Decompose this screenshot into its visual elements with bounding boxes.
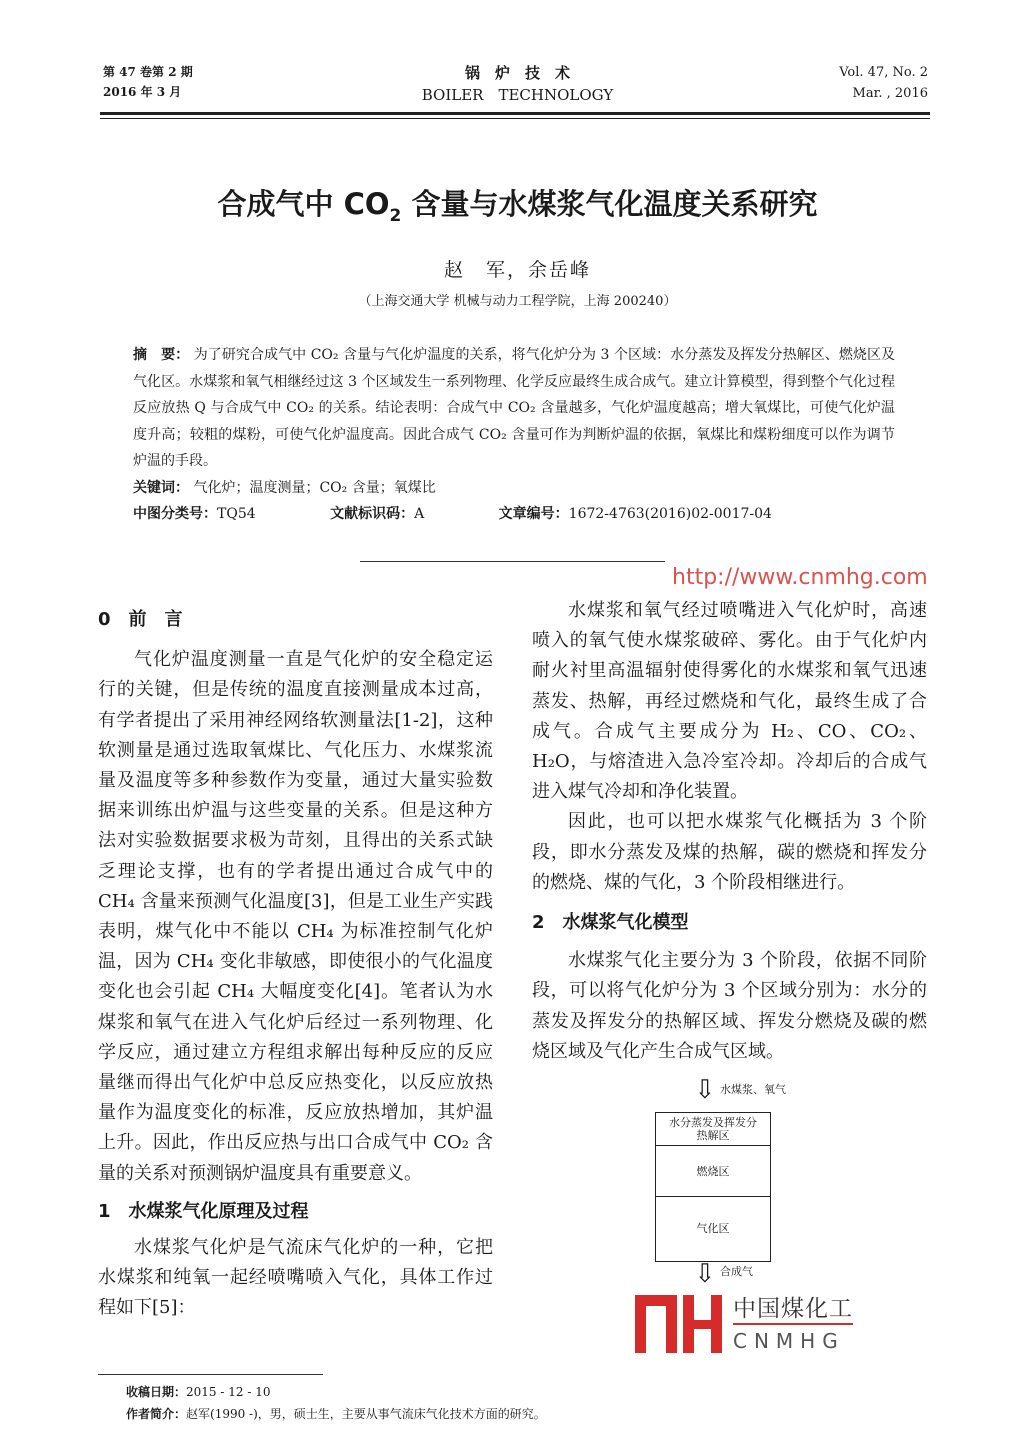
author-bio: 赵军(1990 -)，男，硕士生，主要从事气流床气化技术方面的研究。 xyxy=(186,1407,546,1421)
authors: 赵 军，余岳峰 xyxy=(443,259,591,281)
keywords-label: 关键词： xyxy=(133,479,189,496)
zone-gasification: 气化区 xyxy=(696,1222,730,1236)
zone-combustion: 燃烧区 xyxy=(656,1146,770,1197)
article-number-label: 文章编号： xyxy=(498,506,569,522)
paragraph: 水煤浆和氧气经过喷嘴进入气化炉时，高速喷入的氧气使水煤浆破碎、雾化。由于气化炉内耐火衬里高温辐射使得雾化的水煤浆和氧气迅速蒸发、热解，再经过燃烧和气化，最终生成了合成气。合成气主要成分为 H₂、CO、CO₂、H₂O，与熔渣进入急冷室冷却。冷却后的合成气进入煤气冷却和净化装置。 xyxy=(532,600,927,803)
paragraph: 水煤浆气化炉是气流床气化炉的一种，它把水煤浆和纯氧一起经喷嘴喷入气化，具体工作过程如下[5]： xyxy=(98,1237,493,1319)
abstract-text: 为了研究合成气中 CO₂ 含量与气化炉温度的关系，将气化炉分为 3 个区域：水分蒸发及挥发分热解区、燃烧区及气化区。水煤浆和氧气相继经过这 3 个区域发生一系列物理、化学反应最终生成合成气。建立计算模型，得到整个气化过程反应放热 Q 与合成气中 CO₂ 的关系。结论表明：合成气中 CO₂ 含量越多，气化炉温度越高；增大氧煤比，可使气化炉温度升高；较粗的煤粉，可使气化炉温度高。因此合成气 CO₂ 含量可作为判断炉温的依据，氧煤比和煤粉细度可以作为调节炉温的手段。 xyxy=(133,347,896,469)
gasifier-diagram xyxy=(655,1112,771,1262)
diagram-output-label: 合成气 xyxy=(720,1265,753,1279)
clc-number: TQ54 xyxy=(217,506,256,522)
zone-evaporation: 水分蒸发及挥发分热解区 xyxy=(656,1113,770,1146)
journal-cn: 锅 炉 技 术 xyxy=(464,64,570,82)
section-heading: 0 前 言 xyxy=(98,609,183,630)
title-part: 合成气中 CO xyxy=(217,187,390,221)
down-arrow-icon: ⇩ xyxy=(694,1075,716,1106)
bio-label: 作者简介： xyxy=(126,1407,187,1421)
right-column xyxy=(532,596,927,1367)
journal-name xyxy=(380,62,655,106)
footnote-rule xyxy=(98,1374,323,1375)
abstract-block xyxy=(133,342,895,528)
header-rule xyxy=(100,112,930,115)
header-left xyxy=(103,62,193,102)
received-date: 2015 - 12 - 10 xyxy=(186,1385,271,1399)
paper-title xyxy=(0,182,1035,226)
left-column xyxy=(98,605,546,1425)
article-number: 1672-4763(2016)02-0017-04 xyxy=(568,506,772,522)
diagram-input-label: 水煤浆、氧气 xyxy=(720,1083,786,1097)
footnote xyxy=(98,1366,546,1425)
abstract-label: 摘 要： xyxy=(133,347,190,363)
journal-en: BOILER TECHNOLOGY xyxy=(421,86,614,104)
paragraph: 因此，也可以把水煤浆气化概括为 3 个阶段，即水分蒸发及煤的热解，碳的燃烧和挥发分的燃烧、煤的气化，3 个阶段相继进行。 xyxy=(532,811,927,893)
paragraph: 水煤浆气化主要分为 3 个阶段，依据不同阶段，可以将气化炉分为 3 个区域分别为：水分的蒸发及挥发分的热解区域、挥发分燃烧及碳的燃烧区域及气化产生合成气区域。 xyxy=(532,950,927,1062)
section-heading: 1 水煤浆气化原理及过程 xyxy=(98,1200,309,1222)
cnmhg-logo-mark xyxy=(635,1295,725,1353)
paragraph: 气化炉温度测量一直是气化炉的安全稳定运行的关键，但是传统的温度直接测量成本过高，有学者提出了采用神经网络软测量法[1-2]，这种软测量是通过选取氧煤比、气化压力、水煤浆流量及温度等多种参数作为变量，通过大量实验数据来训练出炉温与这些变量的关系。但是这种方法对实验数据要求极为苛刻，且得出的关系式缺乏理论支撑，也有的学者提出通过合成气中的 CH₄ 含量来预测气化温度[3]，但是工业生产实践表明，煤气化中不能以 CH₄ 为标准控制气化炉温，因为 CH₄ 变化非敏感，即使很小的气化温度变化也会引起 CH₄ 大幅度变化[4]。笔者认为水煤浆和氧气在进入气化炉后经过一系列物理、化学反应，通过建立方程组求解出每种反应的反应量继而得出气化炉中总反应热变化，以反应放热量作为温度变化的标准，反应放热增加，其炉温上升。因此，作出反应热与出口合成气中 CO₂ 含量的关系对预测锅炉温度具有重要意义。 xyxy=(98,649,493,1184)
affiliation: （上海交通大学 机械与动力工程学院，上海 200240） xyxy=(358,294,677,309)
clc-label: 中图分类号： xyxy=(133,506,217,522)
volume-en: Vol. 47, No. 2 xyxy=(839,65,928,80)
received-label: 收稿日期： xyxy=(126,1385,187,1399)
date-en: Mar. , 2016 xyxy=(852,86,928,101)
title-subscript: 2 xyxy=(389,205,402,226)
watermark: http://www.cnmhg.com xyxy=(672,565,928,590)
doc-code-label: 文献标识码： xyxy=(330,506,415,522)
keywords: 气化炉；温度测量；CO₂ 含量；氧煤比 xyxy=(193,479,436,496)
doc-code: A xyxy=(414,506,425,522)
logo-text-en: CNMHG xyxy=(733,1329,845,1354)
header-right xyxy=(839,62,928,104)
figure xyxy=(532,1077,927,1367)
header-rule-thin xyxy=(100,118,930,119)
separator xyxy=(360,561,665,562)
logo-text-cn: 中国煤化工 xyxy=(733,1295,853,1325)
down-arrow-icon: ⇩ xyxy=(694,1259,716,1290)
section-heading: 2 水煤浆气化模型 xyxy=(532,912,689,934)
volume-cn: 第 47 卷第 2 期 xyxy=(103,65,193,79)
title-part: 含量与水煤浆气化温度关系研究 xyxy=(401,187,818,221)
date-cn: 2016 年 3 月 xyxy=(103,85,182,99)
